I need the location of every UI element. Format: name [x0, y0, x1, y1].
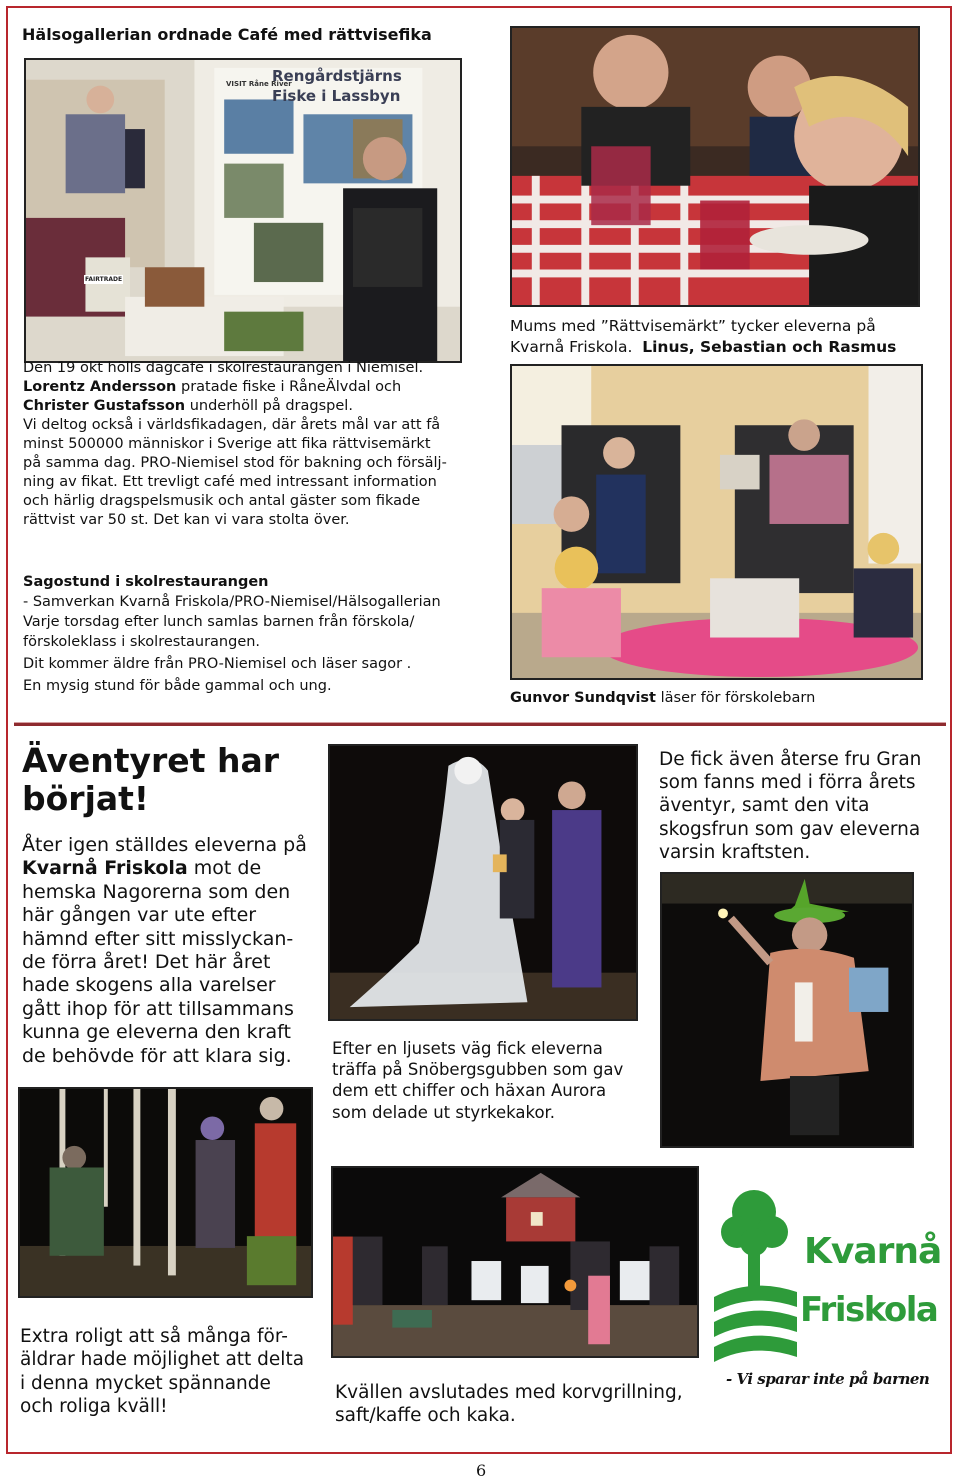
storytime-heading: Sagostund i skolrestaurangen [23, 574, 269, 590]
section-divider [14, 722, 946, 726]
storytime-caption: Gunvor Sundqvist läser för förskolebarn [510, 690, 816, 706]
photo-forest-walk [18, 1087, 313, 1298]
kvarna-friskola-logo [712, 1182, 942, 1402]
kids-fika-caption: Mums med ”Rättvisemärkt” tycker eleverna på Kvarnå Friskola. Linus, Sebastian och Rasmus [510, 317, 897, 356]
slide-title: Rengårdstjärns Fiske i Lassbyn [272, 67, 402, 105]
photo-witch [660, 872, 914, 1148]
adventure-body: Åter igen ställdes eleverna på Kvarnå Friskola mot de hemska Nagorerna som den här gången var ute efter hämnd efter sitt misslyckan- de förra året! Det här året hade skogens alla varelser gått ihop för att tillsammans kunna ge eleverna den kraft de behövde för att klara sig. [22, 834, 307, 1067]
logo-line2: Friskola [800, 1290, 938, 1330]
parents-caption: Extra roligt att så många för- äldrar hade möjlighet att delta i denna mycket spännande och roliga kväll! [20, 1326, 305, 1418]
photo-fishing-presentation [24, 58, 462, 363]
fairtrade-label: FAIRTRADE [85, 276, 123, 283]
closing-caption: Kvällen avslutades med korvgrillning, saft/kaffe och kaka. [335, 1382, 683, 1427]
slide-logo: VISIT Råne River [226, 80, 292, 88]
fru-gran-text: De fick även återse fru Gran som fanns med i förra årets äventyr, samt den vita skogsfrun som gav eleverna varsin kraftsten. [659, 749, 922, 863]
photo-evening-gathering [331, 1166, 699, 1358]
snowman-caption: Efter en ljusets väg fick eleverna träffa på Snöbergsgubben som gav dem ett chiffer och häxan Aurora som delade ut styrkekakor. [332, 1039, 624, 1122]
cafe-title: Hälsogallerian ordnade Café med rättvisefika [22, 25, 432, 44]
cafe-body-text: Den 19 okt hölls dagcafe i skolrestaurangen i Niemisel. Lorentz Andersson pratade fiske i RåneÄlvdal och Christer Gustafsson underhöll på dragspel. Vi deltog också i världsfikadagen, där årets mål var att få minst 500000 människor i Sverige att fika rättvisemärkt på samma dag. PRO-Niemisel stod för bakning och försälj- ning av fikat. Ett trevligt café med intressant information och härlig dragspelsmusik och antal gäster som fikade rättvist var 50 st. Det kan vi vara stolta över. [23, 360, 447, 528]
logo-line1: Kvarnå [804, 1231, 942, 1272]
adventure-heading: Äventyret har börjat! [22, 741, 279, 818]
photo-storytime [510, 364, 923, 680]
photo-kids-fika [510, 26, 920, 307]
photo-white-lady [328, 744, 638, 1021]
page-number: 6 [476, 1461, 487, 1480]
logo-slogan: - Vi sparar inte på barnen [726, 1370, 930, 1388]
storytime-text: Sagostund i skolrestaurangen - Samverkan Kvarnå Friskola/PRO-Niemisel/Hälsogallerian Varje torsdag efter lunch samlas barnen från förskola/ förskoleklass i skolrestaurangen. Dit kommer äldre från PRO-Niemisel och läser sagor . En mysig stund för både gammal och ung. [23, 572, 503, 696]
